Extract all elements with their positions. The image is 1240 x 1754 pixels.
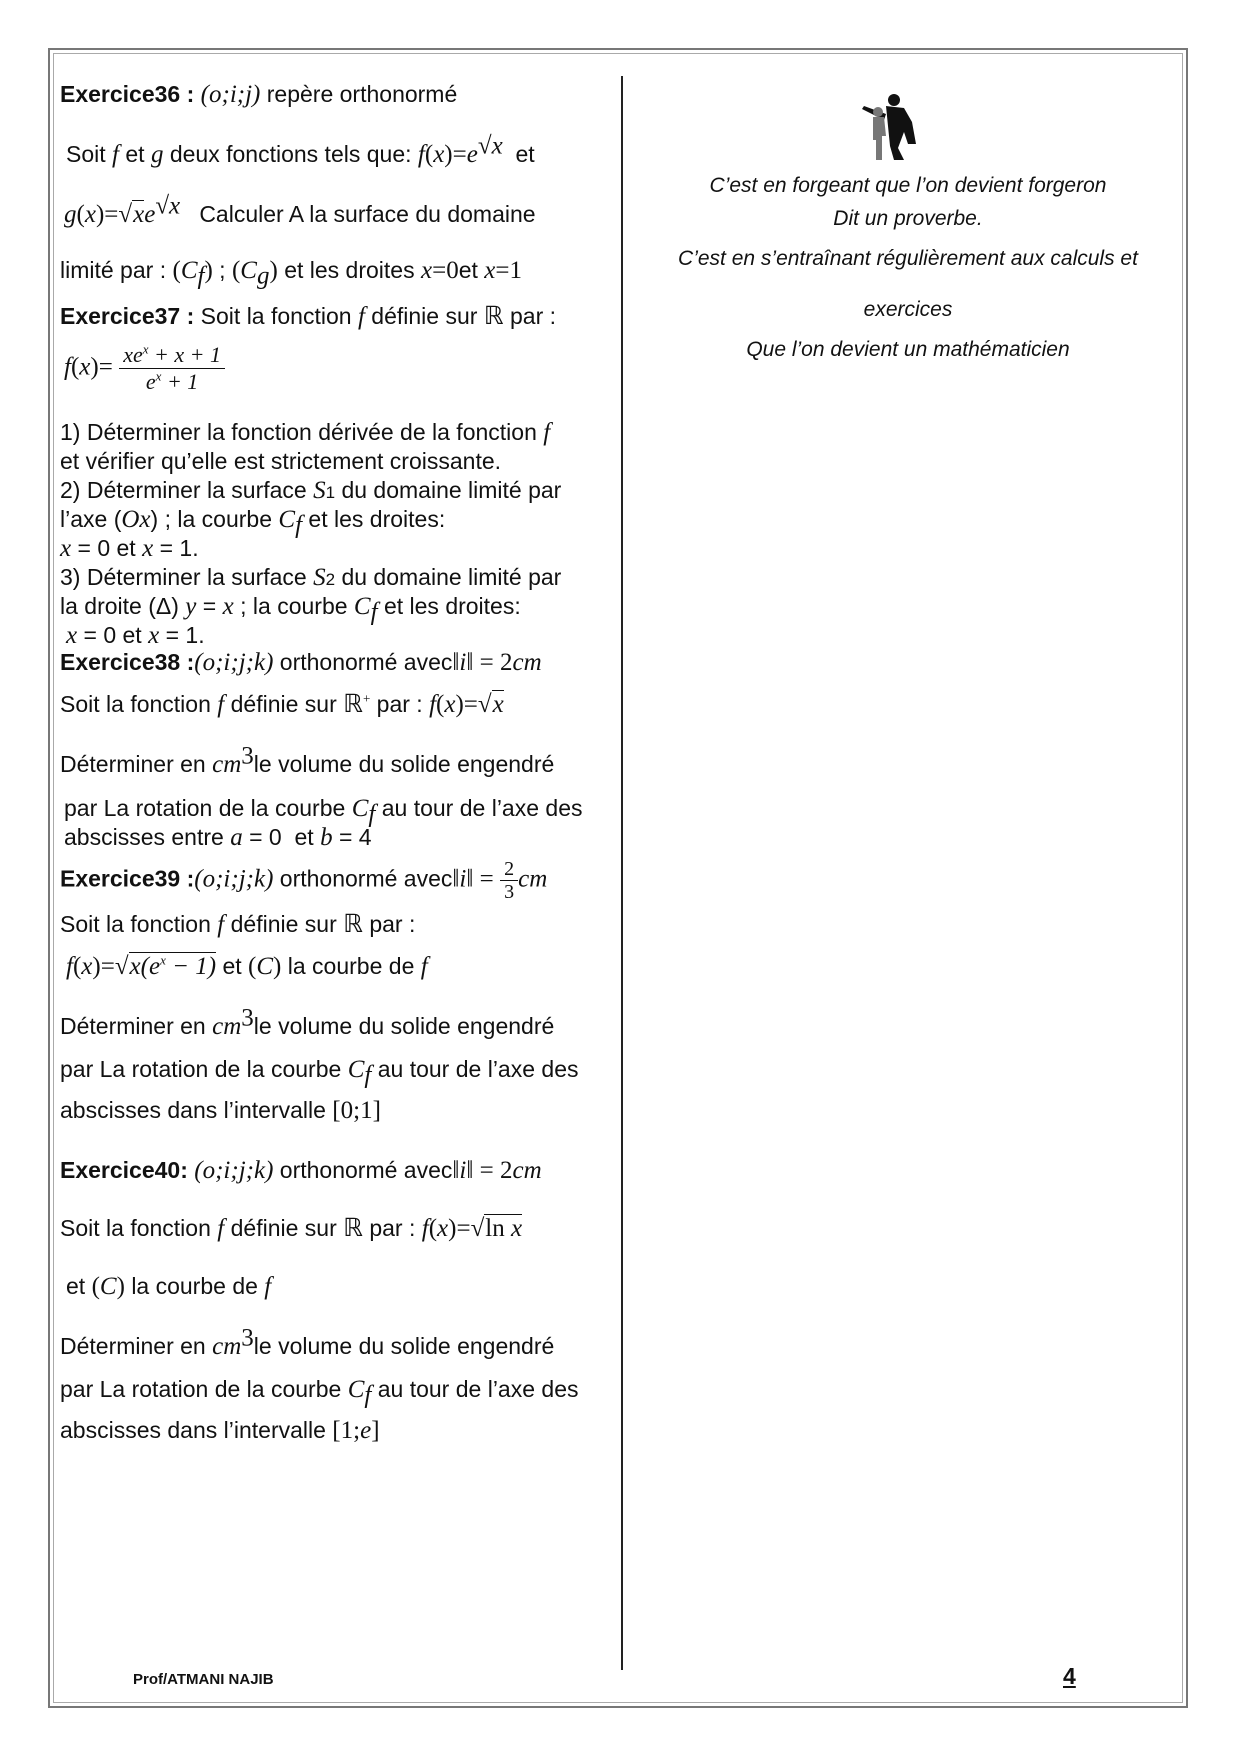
ex37-q3b: la droite (Δ) y = x ; la courbe $C_f$ et les droites:	[60, 593, 521, 626]
ex37-q3c: x = 0 et x = 1.	[66, 622, 205, 649]
ex36-line2: $g(x)=√xe^{√x}$ Calculer A la surface du domaine	[64, 192, 536, 228]
ex37-q2c: x = 0 et x = 1.	[60, 535, 199, 562]
ex37-q1b: et vérifier qu’elle est strictement croissante.	[60, 448, 502, 474]
ex37-q2a: 2) Déterminer la surface S1 du domaine limité par	[60, 477, 562, 504]
ex40-header: Exercice40: (o;i;j;k) orthonormé avec‖i‖ = 2cm	[60, 1157, 542, 1184]
ex40-line5: abscisses dans l’intervalle [1;e]	[60, 1417, 380, 1444]
ex40-line4: par La rotation de la courbe $C_f$ au tour de l’axe des	[60, 1376, 579, 1409]
ex38-title: Exercice38 :	[60, 649, 195, 675]
ex37-formula: f(x)= $\frac{xe^x + x + 1}{e^x + 1}$	[64, 342, 225, 395]
ex37-header: Exercice37 : Soit la fonction f définie sur ℝ par :	[60, 303, 557, 330]
ex37-title: Exercice37 :	[60, 303, 195, 329]
quote-line-2: Dit un proverbe.	[833, 207, 983, 230]
ex39-line1: Soit la fonction f définie sur ℝ par :	[60, 911, 416, 938]
ex36-line3: limité par : $(C_f)$ ; $(C_g)$ et les droites x=0et x=1	[60, 257, 522, 290]
ex38-line1: Soit la fonction f définie sur ℝ+ par : f(x)=√x	[60, 690, 504, 718]
ex36-line1: Soit f et g deux fonctions tels que: $f(x)=e^{√x}$ et	[66, 132, 535, 168]
ex39-title: Exercice39 :	[60, 865, 195, 892]
ex37-q3a: 3) Déterminer la surface S2 du domaine limité par	[60, 564, 562, 591]
quote-line-1: C’est en forgeant que l’on devient forgeron	[709, 174, 1107, 197]
ex40-line3: Déterminer en $cm^3le$ volume du solide engendré	[60, 1324, 555, 1360]
ex38-line4: abscisses entre a = 0 et b = 4	[64, 824, 372, 851]
ex37-q1a: 1) Déterminer la fonction dérivée de la fonction f	[60, 419, 551, 446]
ex39-line5: abscisses dans l’intervalle [0;1]	[60, 1097, 381, 1124]
ex38-header: Exercice38 :(o;i;j;k) orthonormé avec‖i‖ = 2cm	[60, 649, 542, 676]
ex37-q2b: l’axe (Ox) ; la courbe $C_f$ et les droites:	[60, 506, 446, 539]
page-number: 4	[1063, 1663, 1076, 1689]
ex40-line2: et (C) la courbe de f	[66, 1273, 272, 1300]
ex36-title: Exercice36 :	[60, 81, 195, 107]
quote-line-3: C’est en s’entraînant régulièrement aux calculs et	[678, 247, 1138, 270]
adult-child-silhouette-icon	[846, 92, 926, 162]
column-divider	[621, 76, 623, 1670]
quote-line-5: Que l’on devient un mathématicien	[746, 338, 1070, 361]
footer-author: Prof/ATMANI NAJIB	[133, 1671, 274, 1688]
ex36-header: Exercice36 : (o;i;j) repère orthonormé	[60, 81, 458, 108]
ex39-header: Exercice39 :(o;i;j;k) orthonormé avec‖i‖ = $\frac{2}{3}$ cm	[60, 858, 548, 903]
ex38-line3: par La rotation de la courbe $C_f$ au tour de l’axe des	[64, 795, 583, 828]
ex38-line2: Déterminer en $cm^3le$ volume du solide engendré	[60, 742, 555, 778]
ex40-title: Exercice40:	[60, 1157, 188, 1183]
ex39-line2: $f(x)=√x(e^x - 1)$ et (C) la courbe de f	[66, 952, 428, 980]
ex39-line3: Déterminer en $cm^3le$ volume du solide engendré	[60, 1004, 555, 1040]
ex39-line4: par La rotation de la courbe $C_f$ au tour de l’axe des	[60, 1056, 579, 1089]
ex40-line1: Soit la fonction f définie sur ℝ par : f(x)=√ln x	[60, 1215, 523, 1242]
quote-line-4: exercices	[863, 298, 953, 321]
